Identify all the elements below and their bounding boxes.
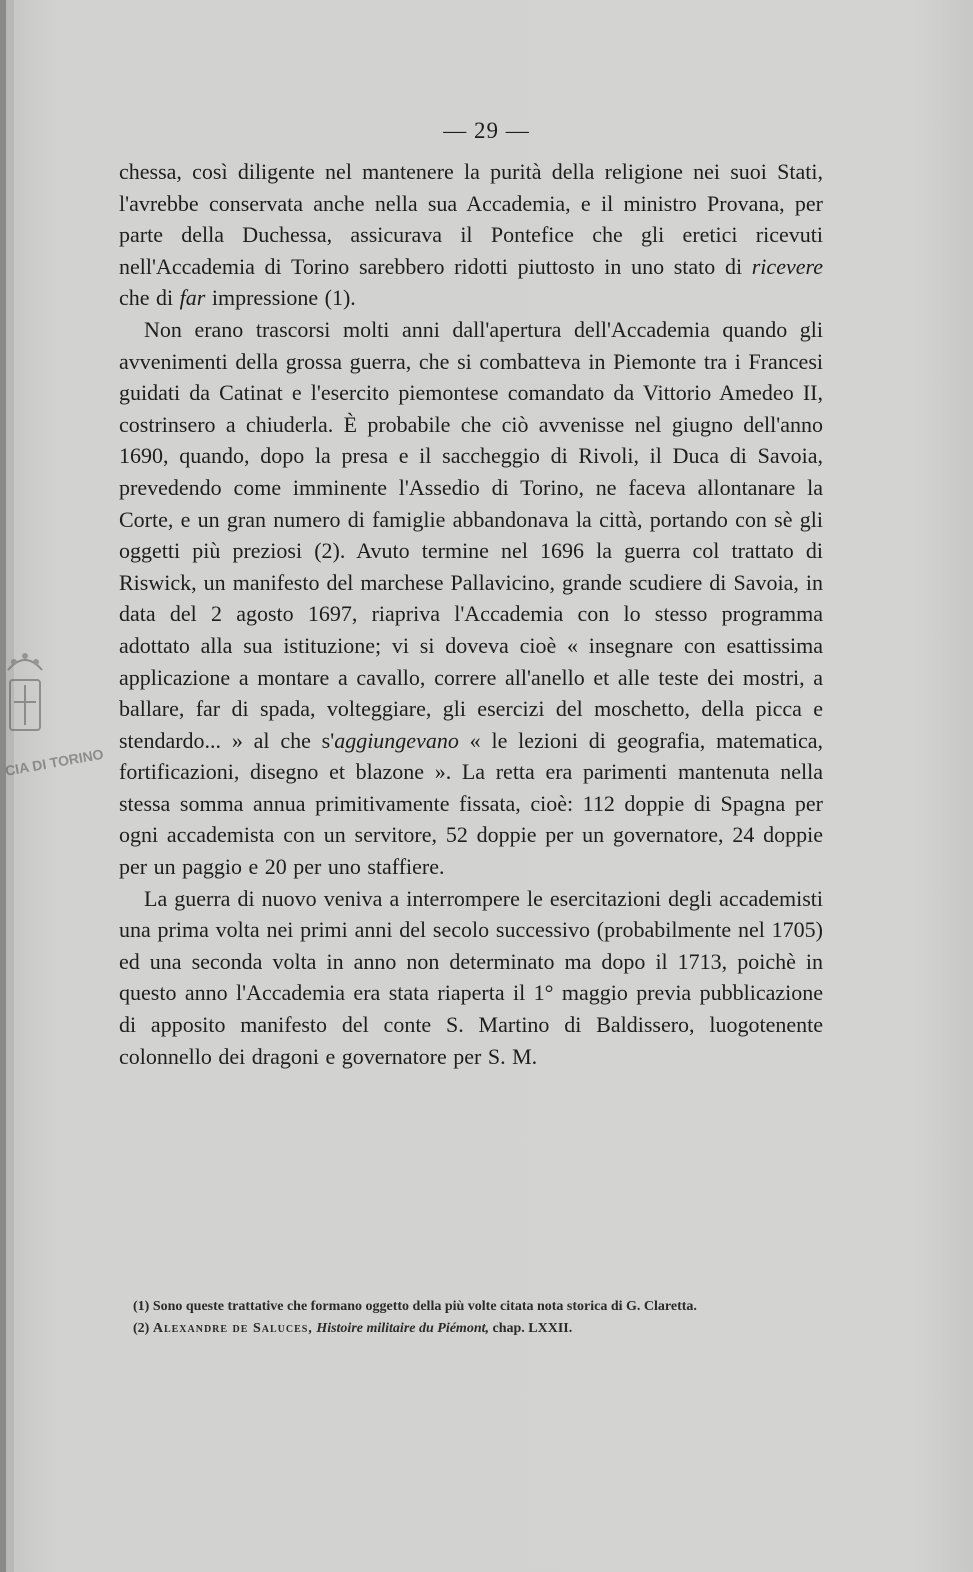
library-stamp-icon — [0, 640, 110, 780]
paragraph-3 — [119, 883, 823, 1073]
page-number: — 29 — — [443, 118, 530, 143]
paragraph-3-text: La guerra di nuovo veniva a interrompere le esercitazioni degli accademisti una prima volta nei primi anni del secolo successivo (probabilmente nel 1705) ed una seconda volta in anno non determinato ma dopo il 1713, poichè in questo anno l'Accademia era stata riaperta il 1° maggio previa pubblicazione di apposito manifesto del conte S. Martino di Baldissero, luogotenente colonnello dei dragoni e governatore per S. M. — [119, 885, 823, 1069]
footnote-2-number: (2) — [133, 1321, 153, 1336]
footnote-2-author: Alexandre de Saluces, — [152, 1321, 313, 1336]
paragraph-1-text-a: chessa, così diligente nel mantenere la purità della religione nei suoi Stati, l'avrebbe conservata anche nella sua Accademia, e il ministro Provana, per parte della Duchessa, assicurava il Pontefice che gli eretici ricevuti nell'Accademia di Torino sarebbero ridotti piuttosto in uno stato di — [119, 159, 823, 279]
paragraph-2-text-a: Non erano trascorsi molti anni dall'apertura dell'Accademia quando gli avvenimenti della grossa guerra, che si combatteva in Piemonte tra i Francesi guidati da Catinat e l'esercito piemontese comandato da Vittorio Amedeo II, costrinsero a chiuderla. È probabile che ciò avvenisse nel giugno dell'anno 1690, quando, dopo la presa e il saccheggio di Rivoli, il Duca di Savoia, prevedendo come imminente l'Assedio di Torino, ne faceva allontanare la Corte, e un gran numero di famiglie abbandonava la città, portando con sè gli oggetti più preziosi (2). Avuto termine nel 1696 la guerra col trattato di Riswick, un manifesto del marchese Pallavicino, grande scudiere di Savoia, in data del 2 agosto 1697, riapriva l'Accademia con lo stesso programma adottato alla sua istituzione; vi si doveva cioè « insegnare con esattissima applicazione a montare a cavallo, correre all'anello et alle teste dei mostri, a ballare, far di spada, volteggiare, gli esercizi del moschetto, della picca e stendardo... » al che s' — [119, 316, 823, 753]
footnotes — [119, 1296, 823, 1340]
paragraph-1-text-c: impressione (1). — [205, 285, 356, 311]
body-text — [119, 156, 823, 1072]
footnote-2-title: Histoire militaire du Piémont, — [312, 1321, 489, 1336]
paragraph-1-text-b: che di — [119, 285, 180, 311]
footnote-2-chapter: chap. LXXII. — [489, 1321, 573, 1336]
paragraph-2-italic-aggiungevano: aggiungevano — [334, 727, 459, 753]
paragraph-2-text-b: « le lezioni di geografia, matematica, fortificazioni, disegno et blazone ». La retta era parimenti mantenuta nella stessa somma annua primitivamente fissata, cioè: 112 doppie di Spagna per ogni accademista con un servitore, 52 doppie per un governatore, 24 doppie per un paggio e 20 per uno staffiere. — [119, 727, 823, 880]
paragraph-1 — [119, 156, 823, 314]
stamp-text: CIA DI TORINO — [3, 745, 105, 779]
footnote-2 — [119, 1318, 823, 1340]
paragraph-2 — [119, 314, 823, 883]
paragraph-1-italic-far: far — [179, 285, 206, 311]
paragraph-1-italic-ricevere: ricevere — [751, 253, 823, 279]
page-binding-shadow — [6, 0, 14, 1572]
footnote-1: (1) Sono queste trattative che formano oggetto della più volte citata nota storica di G. Claretta. — [133, 1299, 697, 1314]
